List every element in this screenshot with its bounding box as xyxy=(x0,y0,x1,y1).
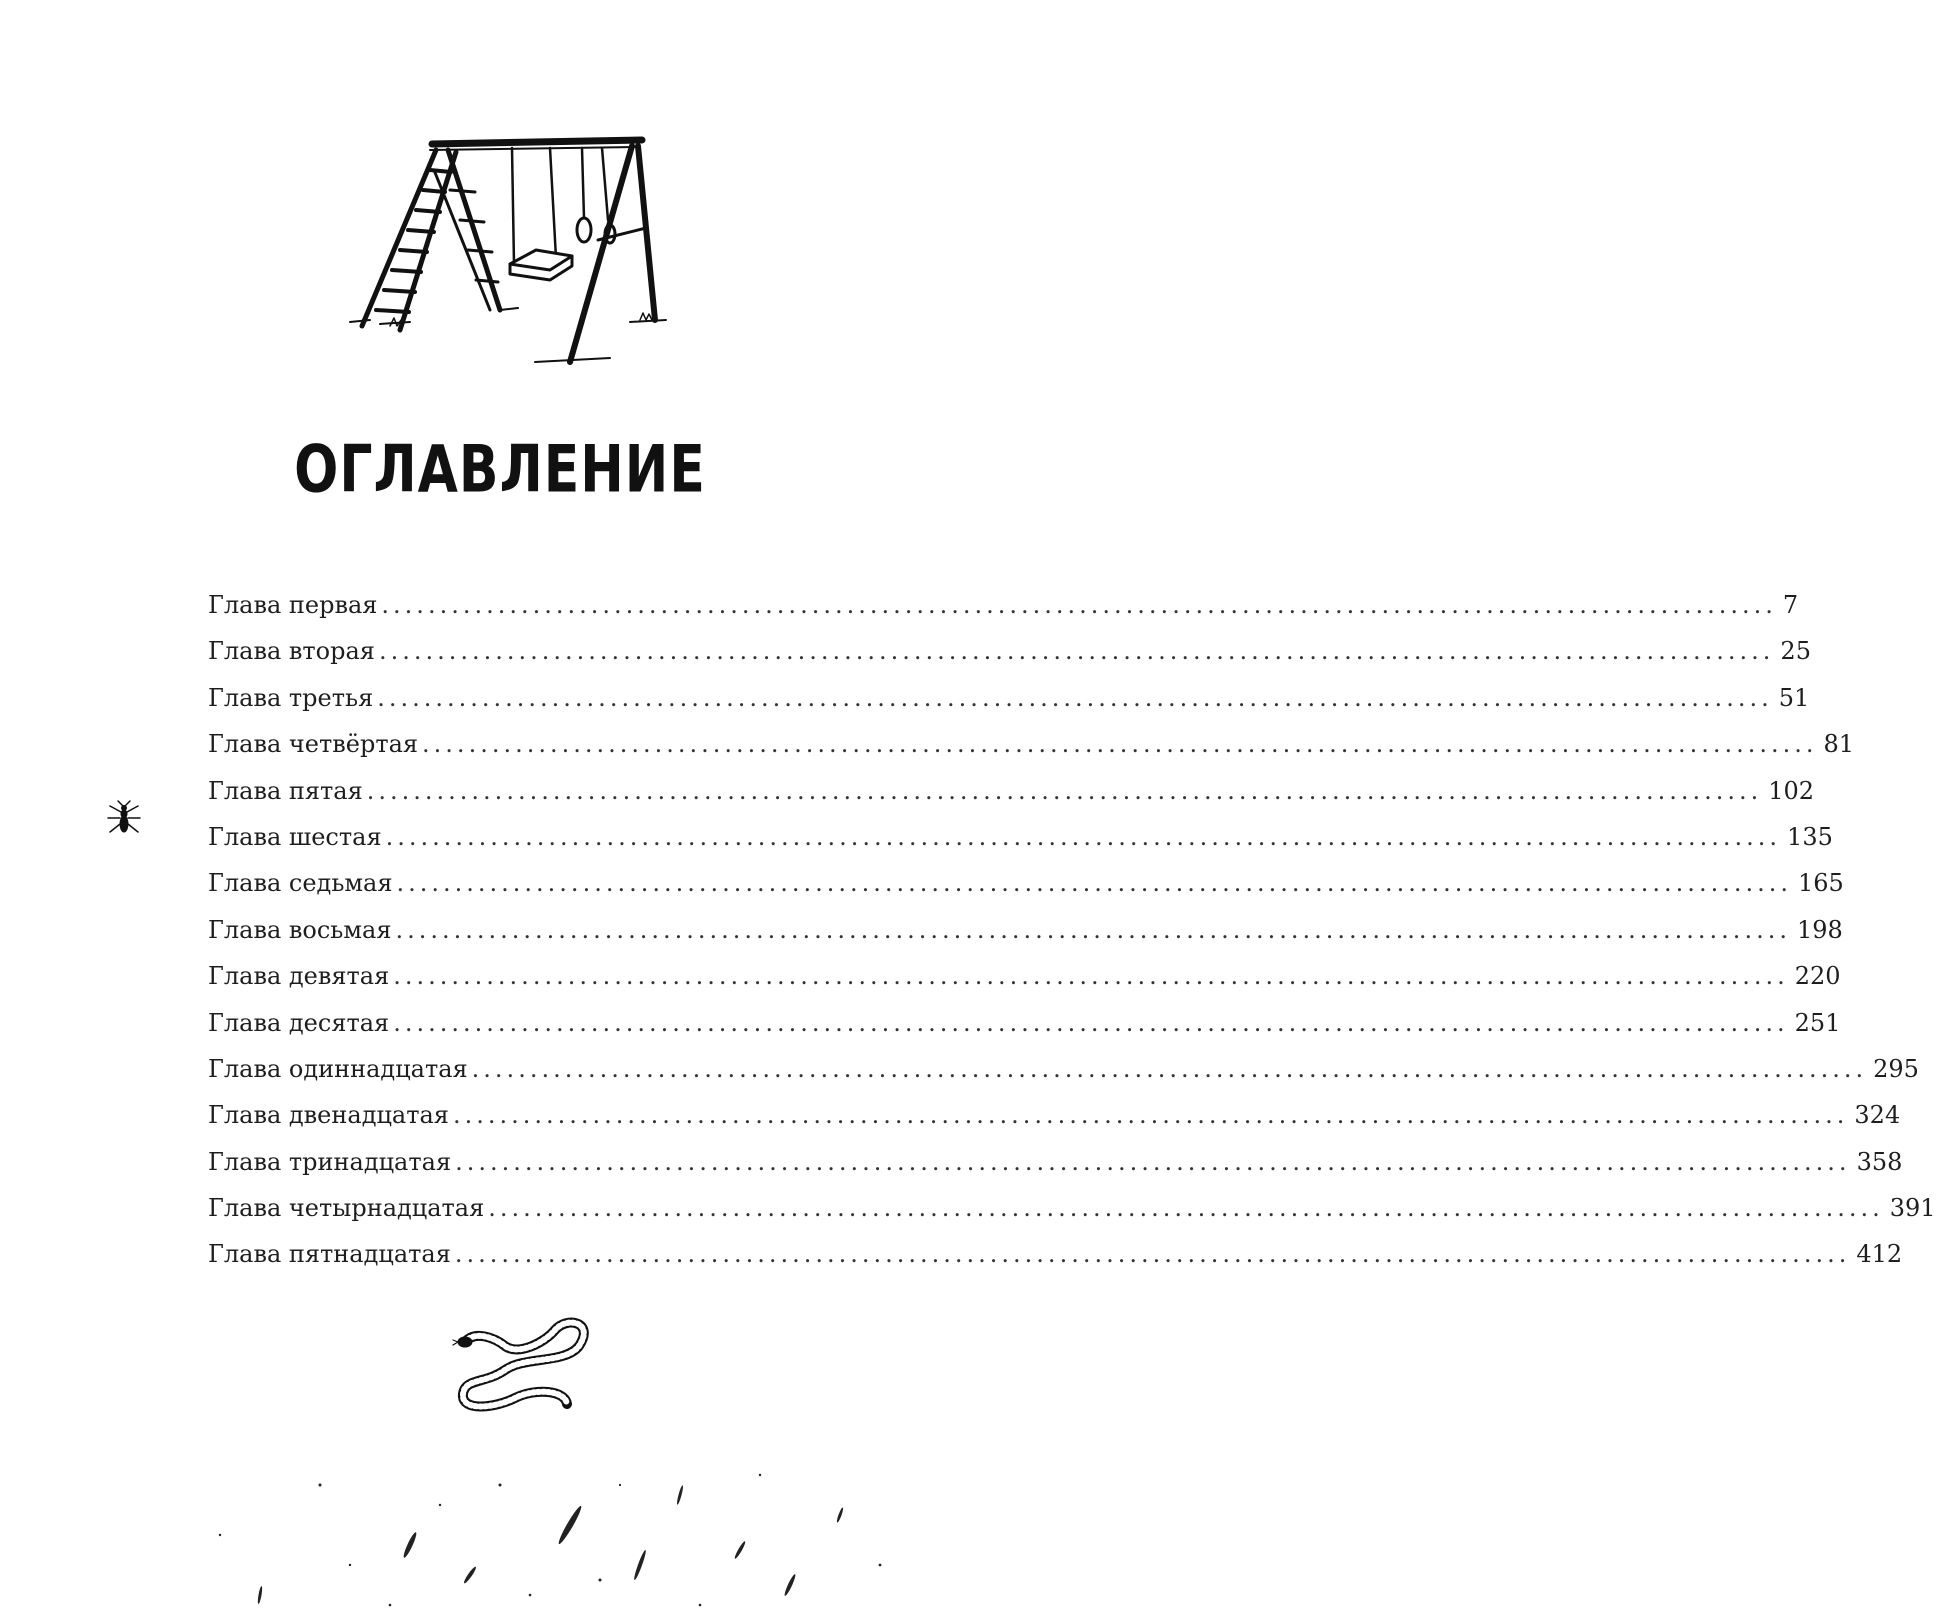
toc-leader-dots: ........................................................................................................................ xyxy=(454,1240,1851,1269)
toc-entry-page: 358 xyxy=(1856,1147,1903,1176)
toc-leader-dots: ........................................................................................................................ xyxy=(455,1147,1851,1176)
toc-entry xyxy=(208,907,1843,953)
toc-entry-title: Глава четырнадцатая xyxy=(208,1194,485,1223)
toc-entry xyxy=(208,814,1833,860)
toc-leader-dots: ........................................................................................................................ xyxy=(378,637,1775,666)
toc-entry-page: 7 xyxy=(1782,591,1799,619)
snake-illustration xyxy=(455,1312,595,1422)
toc-leader-dots: ........................................................................................................................ xyxy=(422,730,1818,759)
toc-leader-dots: ........................................................................................................................ xyxy=(452,1101,1849,1130)
swing-set-illustration xyxy=(350,130,670,380)
toc-leader-dots: ........................................................................................................................ xyxy=(366,776,1763,805)
toc-entry xyxy=(208,1139,1903,1185)
toc-entry-title: Глава десятая xyxy=(208,1008,390,1037)
toc-entry-title: Глава пятнадцатая xyxy=(208,1240,451,1269)
toc-entry-page: 412 xyxy=(1856,1240,1903,1269)
toc-entry-page: 220 xyxy=(1794,962,1841,991)
toc-entry xyxy=(208,1092,1901,1138)
toc-entry xyxy=(208,582,1799,628)
toc-entry-title: Глава восьмая xyxy=(208,915,392,944)
toc-entry-page: 198 xyxy=(1796,915,1843,944)
toc-leader-dots: ........................................................................................................................ xyxy=(385,822,1782,851)
toc-entry xyxy=(208,1185,1936,1231)
toc-entry-title: Глава четвёртая xyxy=(208,730,419,759)
toc-entry-title: Глава тринадцатая xyxy=(208,1147,452,1176)
toc-leader-dots: ........................................................................................................................ xyxy=(381,591,1777,619)
toc-entry-title: Глава седьмая xyxy=(208,869,393,898)
toc-leader-dots: ........................................................................................................................ xyxy=(396,869,1792,898)
toc-leader-dots: ........................................................................................................................ xyxy=(395,915,1791,944)
toc-entry-page: 165 xyxy=(1797,869,1844,898)
toc-entry-page: 135 xyxy=(1787,822,1833,851)
toc-entry-page: 324 xyxy=(1854,1101,1901,1130)
toc-entry xyxy=(208,1000,1841,1046)
toc-entry-page: 391 xyxy=(1889,1194,1936,1223)
ink-splatter xyxy=(140,1455,920,1616)
toc-leader-dots: ........................................................................................................................ xyxy=(393,1008,1789,1037)
toc-entry xyxy=(208,1046,1919,1092)
toc-entry-title: Глава первая xyxy=(208,591,378,619)
toc-entry-page: 81 xyxy=(1823,730,1855,759)
toc-entry xyxy=(208,721,1855,767)
toc-entry-page: 102 xyxy=(1768,776,1815,805)
toc-entry-page: 25 xyxy=(1780,637,1811,666)
toc-entry-title: Глава девятая xyxy=(208,962,390,991)
toc-leader-dots: ........................................................................................................................ xyxy=(471,1054,1868,1083)
toc-entry xyxy=(208,768,1815,814)
toc-entry xyxy=(208,628,1811,674)
toc-entry xyxy=(208,675,1810,721)
toc-entry-page: 295 xyxy=(1873,1054,1919,1083)
page-title: ОГЛАВЛЕНИЕ xyxy=(294,432,706,508)
toc-entry-page: 51 xyxy=(1778,683,1810,712)
toc-entry-title: Глава пятая xyxy=(208,776,363,805)
toc-leader-dots: ........................................................................................................................ xyxy=(488,1194,1884,1223)
toc-leader-dots: ........................................................................................................................ xyxy=(377,683,1773,712)
toc-entry-title: Глава вторая xyxy=(208,637,375,666)
toc-entry-title: Глава шестая xyxy=(208,822,382,851)
toc-leader-dots: ........................................................................................................................ xyxy=(393,962,1789,991)
toc-entry xyxy=(208,860,1844,906)
table-of-contents xyxy=(208,582,1936,1278)
toc-entry-page: 251 xyxy=(1794,1008,1841,1037)
toc-entry xyxy=(208,1231,1903,1277)
insect-icon xyxy=(104,800,144,840)
toc-entry-title: Глава двенадцатая xyxy=(208,1101,449,1130)
toc-entry xyxy=(208,953,1841,999)
toc-entry-title: Глава третья xyxy=(208,683,374,712)
toc-entry-title: Глава одиннадцатая xyxy=(208,1054,468,1083)
